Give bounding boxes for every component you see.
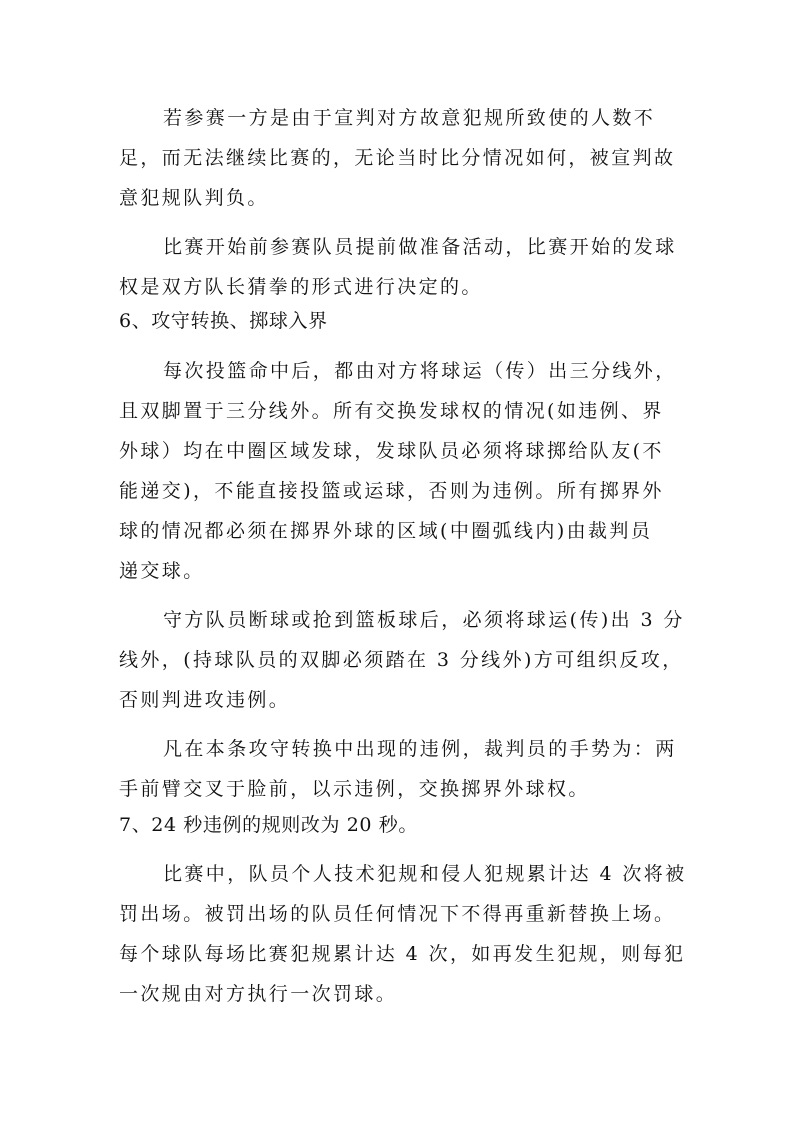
paragraph-line: [0, 143, 793, 173]
paragraph-line: [0, 979, 793, 1009]
section-heading-text: 6、攻守转换、掷球入界: [119, 310, 328, 332]
text-line: 递交球。: [119, 560, 205, 582]
paragraph-line: [0, 103, 793, 133]
paragraph-line: [0, 605, 793, 635]
paragraph-line: [0, 645, 793, 675]
paragraph-line: [0, 272, 793, 302]
text-line: 能递交)，不能直接投篮或运球，否则为违例。所有掷界外: [119, 480, 664, 502]
text-line: 比赛中，队员个人技术犯规和侵人犯规累计达 4 次将被: [163, 863, 687, 885]
paragraph-line: [0, 232, 793, 262]
paragraph-line: [0, 183, 793, 213]
paragraph-line: [0, 774, 793, 804]
text-line: 线外，(持球队员的双脚必须踏在 3 分线外)方可组织反攻，: [119, 649, 684, 671]
text-line: 比赛开始前参赛队员提前做准备活动，比赛开始的发球: [163, 236, 677, 258]
text-line: 若参赛一方是由于宣判对方故意犯规所致使的人数不: [163, 107, 656, 129]
text-line: 手前臂交叉于脸前，以示违例，交换掷界外球权。: [119, 778, 590, 800]
paragraph-line: [0, 436, 793, 466]
section-heading-text: 7、24 秒违例的规则改为 20 秒。: [119, 814, 418, 836]
text-line: 且双脚置于三分线外。所有交换发球权的情况(如违例、界: [119, 400, 664, 422]
text-line: 权是双方队长猜拳的形式进行决定的。: [119, 276, 483, 298]
text-line: 球的情况都必须在掷界外球的区域(中圈弧线内)由裁判员: [119, 520, 653, 542]
paragraph-line: [0, 476, 793, 506]
paragraph-line: [0, 899, 793, 929]
text-line: 凡在本条攻守转换中出现的违例，裁判员的手势为：两: [163, 738, 677, 760]
text-line: 足，而无法继续比赛的，无论当时比分情况如何，被宣判故: [119, 147, 676, 169]
section-heading: [0, 810, 793, 840]
paragraph-line: [0, 516, 793, 546]
text-line: 每个球队每场比赛犯规累计达 4 次，如再发生犯规，则每犯: [119, 943, 686, 965]
section-heading: [0, 306, 793, 336]
text-line: 每次投篮命中后，都由对方将球运（传）出三分线外，: [163, 360, 677, 382]
text-line: 罚出场。被罚出场的队员任何情况下不得再重新替换上场。: [119, 903, 676, 925]
paragraph-line: [0, 356, 793, 386]
text-line: 守方队员断球或抢到篮板球后，必须将球运(传)出 3 分: [163, 609, 685, 631]
text-line: 否则判进攻违例。: [119, 689, 291, 711]
paragraph-line: [0, 939, 793, 969]
text-line: 一次规由对方执行一次罚球。: [119, 983, 398, 1005]
text-line: 意犯规队判负。: [119, 187, 269, 209]
text-line: 外球）均在中圈区域发球，发球队员必须将球掷给队友(不: [119, 440, 664, 462]
paragraph-line: [0, 556, 793, 586]
paragraph-line: [0, 859, 793, 889]
paragraph-line: [0, 396, 793, 426]
paragraph-line: [0, 734, 793, 764]
paragraph-line: [0, 685, 793, 715]
